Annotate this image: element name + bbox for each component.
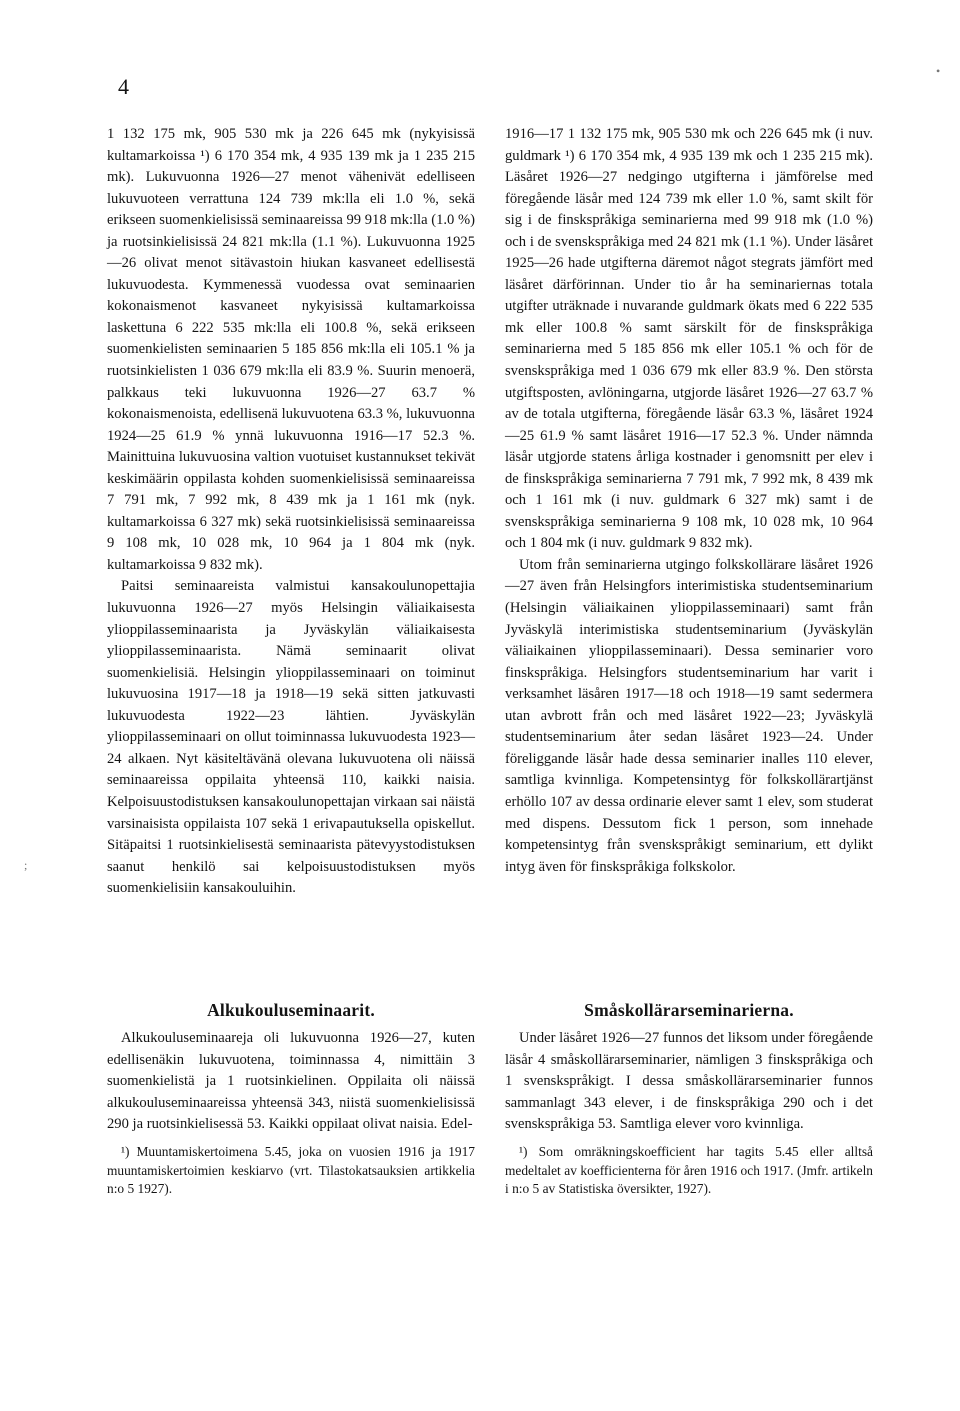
- left-footnote: [107, 1143, 475, 1199]
- left-section-text: [107, 1028, 475, 1136]
- right-paragraph-2: Utom från seminarierna utgingo folkskollärare läsåret 1926—27 även från Helsingfors interimistiska studentseminarium (Helsingin väliaikainen ylioppilasseminaari) samt från Jyväskylä interimistiska studentseminarium (Jyväskylän väliaikainen ylioppilasseminaari). Dessa seminarier voro finskspråkiga. Helsingfors studentseminarium har varit i verksamhet läsåren 1917—18 och 1918—19 samt sedermera utan avbrott från och med läsåret 1922—23; Jyväskylä studentseminarium åter sedan läsåret 1923—24. Under föreliggande läsår hade dessa seminarier inalles 110 elever, samtliga kvinnliga. Kompetensintyg för folkskollärartjänst erhöllo 107 av dessa ordinarie elever samt 1 elev, som studerat med dispens. Dessutom fick 1 person, som innehade kompetensintyg från svenskspråkigt seminarium, ett dylikt intyg även för finskspråkiga folkskolor.: [505, 556, 873, 875]
- right-footnote: [505, 1143, 873, 1199]
- left-column: [107, 124, 475, 900]
- corner-mark: •: [936, 64, 941, 78]
- right-footnote-text: ¹) Som omräkningskoefficient har tagits 5.45 eller alltså medeltalet av koefficienterna för åren 1916 och 1917. (Jmfr. artikeln i n:o 5 av Statistiska översikter, 1927).: [505, 1144, 873, 1196]
- right-paragraph-1: 1916—17 1 132 175 mk, 905 530 mk och 226 645 mk (i nuv. guldmark ¹) 6 170 354 mk, 4 935 139 mk och 1 235 215 mk). Läsåret 1926—27 nedgingo utgifterna i jämförelse med föregående läsår med 124 739 mk eller 1.0 %, samt skilt för sig i de finskspråkiga seminarierna med 99 918 mk (1.0 %) och i de svenskspråkiga med 24 821 mk (1.1 %). Under läsåret 1925—26 hade utgifterna däremot något stegrats jämfört med läsåret därförinnan. Under tio år ha seminariernas totala utgifter uträknade i nuvarande guldmark ökats med 6 222 535 mk eller 100.8 % samt särskilt för de finskspråkiga seminarierna med 5 185 856 mk eller 105.1 % och för de svenskspråkiga med 1 036 679 mk eller 83.9 %. Den största utgiftsposten, avlöningarna, utgjorde läsåret 1926—27 63.7 % av de totala utgifterna, föregående läsår 63.3 %, läsåret 1924—25 61.9 % samt läsåret 1916—17 52.3 %. Under nämnda läsår utgjorde statens årliga kostnader i genomsnitt per elev i de finskspråkiga seminarierna 7 791 mk, 7 992 mk, 8 439 mk och 1 161 mk (i nuv. guldmark 6 327 mk) samt i de svenskspråkiga seminarierna 9 108 mk, 10 028 mk, 10 964 och 1 804 mk (i nuv. guldmark 9 832 mk).: [505, 126, 873, 552]
- margin-mark: ;: [24, 858, 28, 872]
- right-section-heading: Småskollärarseminarierna.: [584, 1000, 794, 1020]
- left-footnote-text: ¹) Muuntamiskertoimena 5.45, joka on vuosien 1916 ja 1917 muuntamiskertoimien keskiarvo (vrt. Tilastokatsauksien artikkelia n:o 5 1927).: [107, 1144, 475, 1196]
- left-paragraph-2: Paitsi seminaareista valmistui kansakoulunopettajia lukuvuonna 1926—27 myös Helsingin väliaikaisesta ylioppilasseminaarista ja Jyväskylän väliaikaisesta ylioppilasseminaarista. Nämä seminaarit olivat suomenkielisiä. Helsingin ylioppilasseminaari on toiminut lukuvuosina 1917—18 ja 1918—19 sekä sitten jatkuvasti lukuvuodesta 1922—23 lähtien. Jyväskylän ylioppilasseminaari on ollut toiminnassa lukuvuodesta 1923—24 alkaen. Nyt käsiteltävänä olevana lukuvuotena oli näissä seminaareissa oppilaita yhteensä 110, kaikki naisia. Kelpoisuustodistuksen kansakoulunopettajan virkaan sai näistä varsinaisista oppilaista 107 sekä 1 erivapautuksella opiskellut. Sitäpaitsi 1 ruotsinkielisestä seminaarista pätevyystodistuksen saanut henkilö sai kelpoisuustodistuksen myös suomenkielisiin kansakouluihin.: [107, 578, 476, 897]
- right-section-text: [505, 1028, 873, 1136]
- right-section-paragraph: Under läsåret 1926—27 funnos det liksom under föregående läsår 4 småskollärarseminarier, nämligen 3 finskspråkiga och 1 svenskspråkigt. I dessa småskollärarseminarier funnos sammanlagt 343 elever, i de finskspråkiga 290 och i det svenskspråkiga 53. Samtliga elever voro kvinnliga.: [505, 1030, 873, 1133]
- left-section-paragraph: Alkukouluseminaareja oli lukuvuonna 1926—27, kuten edellisenäkin lukuvuotena, toiminnassa 4, nimittäin 3 suomenkielistä ja 1 ruotsinkielinen. Oppilaita oli näissä alkukouluseminaareissa yhteensä 343, niistä suomenkielisissä 290 ja ruotsinkielisessä 53. Kaikki oppilaat olivat naisia. Edel-: [107, 1030, 475, 1133]
- left-section-heading: Alkukouluseminaarit.: [207, 1000, 375, 1020]
- page-number: 4: [118, 74, 129, 99]
- right-column: [505, 124, 873, 878]
- left-paragraph-1: 1 132 175 mk, 905 530 mk ja 226 645 mk (nykyisissä kultamarkoissa ¹) 6 170 354 mk, 4 935 139 mk ja 1 235 215 mk). Lukuvuonna 1926—27 menot vähenivät edelliseen lukuvuoteen verrattuna 124 739 mk:lla eli 1.0 %, sekä erikseen suomenkielisissä seminaareissa 99 918 mk:lla (1.0 %) ja ruotsinkielisissä 24 821 mk:lla (1.1 %). Lukuvuonna 1925—26 olivat menot sitävastoin hiukan kasvaneet edellisestä lukuvuodesta. Kymmenessä vuodessa ovat seminaarien kokonaismenot kasvaneet nykyisissä kultamarkoissa laskettuna 6 222 535 mk:lla eli 100.8 %, sekä erikseen suomenkielisten seminaarien 5 185 856 mk:lla eli 105.1 % ja ruotsinkielisten 1 036 679 mk:lla eli 83.9 %. Suurin menoerä, palkkaus teki lukuvuonna 1926—27 63.7 % kokonaismenoista, edellisenä lukuvuotena 63.3 %, lukuvuonna 1924—25 61.9 % ynnä lukuvuonna 1916—17 52.3 %. Mainittuina lukuvuosina valtion vuotuiset kustannukset tekivät keskimäärin oppilasta kohden suomenkielisissä seminaareissa 7 791 mk, 7 992 mk, 8 439 mk ja 1 161 mk (nyk. kultamarkoissa 6 327 mk) sekä ruotsinkielisissä seminaareissa 9 108 mk, 10 028 mk, 10 964 ja 1 804 mk (nyk. kultamarkoissa 9 832 mk).: [107, 126, 476, 573]
